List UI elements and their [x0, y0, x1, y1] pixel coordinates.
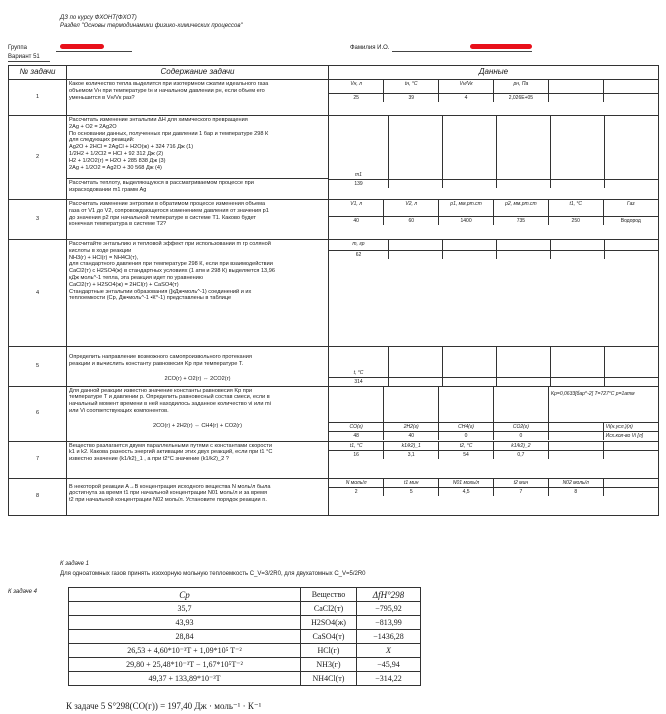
data-value: 3,1 [384, 451, 439, 460]
col-content-header: Содержание задачи [67, 66, 329, 80]
text-line: или Vi соответствующих компонентов. [69, 407, 169, 414]
task-data [329, 386, 659, 441]
task4-header-row [69, 588, 421, 602]
text-line: начальный момент времени в ней находилось заданное количество vi или mi [69, 401, 271, 408]
task-number: 8 [9, 478, 67, 515]
empty-cell [442, 179, 496, 188]
empty-cell [442, 347, 496, 377]
enthalpy-value: X [357, 644, 421, 658]
text-line: 2Ag + O2 = 2Ag2O [69, 123, 117, 130]
text-line: 2Ag + 1/2O2 = Ag2O + 30 568 Дж (4) [69, 164, 162, 171]
empty-cell [389, 250, 443, 259]
cp-value: 49,37 + 133,89*10⁻³T [69, 672, 301, 686]
text-line: объемом Vн при температуре tн и начальном давлении pн, если объем его [69, 87, 265, 94]
enthalpy-value: −45,94 [357, 658, 421, 672]
text-line: для стандартного давления при температуре 298 К, если при взаимодействии [69, 261, 273, 268]
empty-cell [496, 250, 550, 259]
data-value: 0 [439, 432, 494, 441]
text-line: Вещество разлагается двумя параллельными путями с константами скорости [69, 442, 272, 449]
data-header [548, 80, 603, 93]
data-header: p1, мм.рт.ст [439, 200, 494, 216]
task-row-7 [9, 441, 659, 478]
text-line: достигнута за время t1 при начальной концентрации N01 моль/л и за время [69, 490, 268, 497]
empty-cell [442, 240, 496, 250]
name-underline [392, 51, 532, 52]
text-line: t2 при начальной концентрации N02 моль/л. Установите порядок реакции n. [69, 497, 267, 504]
data-value: 16 [329, 451, 384, 460]
group-underline [56, 51, 132, 52]
substance: CaCl2(т) [301, 602, 357, 616]
text-line: кДж моль^-1 тепла, эта реакция идет по уравнению [69, 274, 204, 281]
empty-cell [442, 377, 496, 386]
data-value [603, 488, 658, 497]
task-number: 6 [9, 386, 67, 441]
name-label: Фамилия И.О. [350, 45, 390, 51]
col-substance: Вещество [301, 588, 357, 602]
data-value: 5 [384, 488, 439, 497]
data-value: 60 [384, 216, 439, 225]
text-line: Рассчитать теплоту, выделяющуюся в рассматриваемом процессе при [69, 180, 254, 186]
text-line: температуре T и давлении p. Определить равновесный состав смеси, если в [69, 394, 270, 401]
data-value [603, 451, 658, 460]
task-text [67, 347, 329, 387]
data-value: 1400 [439, 216, 494, 225]
enthalpy-value: −314,22 [357, 672, 421, 686]
text-line: NH3(г) + HCl(г) = NH4Cl(т), [69, 254, 139, 261]
task-text [67, 478, 329, 515]
text-line: Рассчитать изменение энтальпии ΔH для химического превращения [69, 117, 248, 123]
task-data [329, 240, 659, 347]
substance: CaSO4(т) [301, 630, 357, 644]
table-row [69, 630, 421, 644]
data-header: Vi(н.усл.)(л) [603, 423, 658, 432]
col-enthalpy: ΔfH°298 [357, 588, 421, 602]
data-header: t1, °С [548, 200, 603, 216]
data-value: Исх.кол-во Vi [л] [603, 432, 658, 441]
task-text [67, 200, 329, 240]
data-header: V2, л [384, 200, 439, 216]
task-number: 7 [9, 441, 67, 478]
data-grid [329, 442, 658, 460]
empty-cell [496, 179, 550, 188]
cp-value: 35,7 [69, 602, 301, 616]
enthalpy-value: −813,99 [357, 616, 421, 630]
data-header [548, 442, 603, 451]
text-line: известно значение (k1/k2)_1 , а при t2°С значение (k1/k2)_2 ? [69, 456, 229, 463]
text-line: Для данной реакции известно значение константы равновесия Kp при [69, 387, 253, 394]
data-value [548, 93, 603, 102]
task-number: 2 [9, 116, 67, 200]
task-text [67, 386, 329, 441]
data-value [603, 93, 658, 102]
data-header: p2, мм.рт.ст [493, 200, 548, 216]
data-value: 735 [493, 216, 548, 225]
task-row-1 [9, 80, 659, 116]
data-header: Газ [603, 200, 658, 216]
data-value: 2 [329, 488, 384, 497]
substance: NH3(г) [301, 658, 357, 672]
text-line: израсходовании m1 грамм Ag [69, 186, 147, 193]
text-line: Рассчитать изменение энтропии в обратимом процессе изменения объема [69, 201, 266, 207]
data-header: V1, л [329, 200, 384, 216]
task-data [329, 478, 659, 515]
empty-cell [604, 250, 658, 259]
data-header: pн, Па [493, 80, 548, 93]
task-row-3 [9, 200, 659, 240]
text-line: CaCl2(т) с H2SO4(ж) в стандартных условиях (1 атм и 298 К) выделяется 13,96 [69, 268, 275, 275]
task-row-5 [9, 347, 659, 387]
group-label: Группа [8, 45, 28, 51]
redacted-name [470, 44, 532, 49]
text-line: H2 + 1/2O2(г) = H2O + 285 838 Дж (3) [69, 157, 166, 164]
data-header: t1, °С [329, 442, 384, 451]
variant-underline [8, 61, 50, 62]
empty-cell [604, 240, 658, 250]
data-value: Водород [603, 216, 658, 225]
empty-cell [550, 347, 604, 377]
data-header: CO(г) [329, 423, 384, 432]
data-value: 8 [548, 488, 603, 497]
data-value [548, 432, 603, 441]
empty-cell [389, 116, 443, 179]
task-number: 3 [9, 200, 67, 240]
data-value [548, 451, 603, 460]
data-header: k1/k2)_1 [384, 442, 439, 451]
data-header: m, гр [329, 240, 389, 250]
table-row [69, 644, 421, 658]
data-value: 4 [439, 93, 494, 102]
text-line: CaCl2(т) + H2SO4(ж) = 2HCl(г) + CaSO4(т) [69, 281, 179, 288]
empty-cell [384, 387, 439, 423]
data-header: t2, °С [439, 442, 494, 451]
cp-value: 26,53 + 4,60*10⁻³T + 1,09*10⁵ T⁻² [69, 644, 301, 658]
table-row [69, 672, 421, 686]
empty-cell [604, 347, 658, 377]
empty-cell [550, 116, 604, 179]
data-header: tн, °С [384, 80, 439, 93]
empty-cell [389, 240, 443, 250]
col-heat-capacity: Cp [69, 588, 301, 602]
data-value: 40 [329, 216, 384, 225]
task-text [67, 116, 329, 200]
data-header: t, °С [329, 347, 389, 377]
data-header [548, 423, 603, 432]
empty-cell [442, 250, 496, 259]
empty-cell [496, 116, 550, 179]
text-line: По основании данных, полученных при давлении 1 бар и температуре 298 К [69, 130, 269, 137]
empty-cell [550, 250, 604, 259]
substance: H2SO4(ж) [301, 616, 357, 630]
empty-cell [550, 240, 604, 250]
equilibrium-note: Kp=0,0633[бар^-2] T=727°C p=1атм [548, 387, 658, 423]
data-value: 139 [329, 179, 389, 188]
text-line: Какое количество тепла выделится при изотермном сжатии идеального газа [69, 81, 269, 87]
substance: HCl(г) [301, 644, 357, 658]
task-number: 1 [9, 80, 67, 116]
reaction-equation: 2CO(г) + O2(г) ⇔ 2CO2(г) [164, 375, 231, 382]
text-line: газа от V1 до V2, сопровождающегося изменением давления от значения p1 [69, 207, 269, 214]
data-value: 314 [329, 377, 389, 386]
data-header: Vн/Vк [439, 80, 494, 93]
task-text [67, 441, 329, 478]
empty-cell [442, 116, 496, 179]
empty-cell [496, 347, 550, 377]
text-line: 1/2H2 + 1/2Cl2 = HCl + 92 312 Дж (2) [69, 150, 164, 157]
text-line: до значения p2 при начальной температуре в системе T1. Каково будет [69, 214, 256, 221]
empty-cell [604, 179, 658, 188]
enthalpy-value: −795,92 [357, 602, 421, 616]
cp-value: 43,93 [69, 616, 301, 630]
text-line: Определить направление возможного самопроизвольного протекания [69, 354, 252, 360]
data-header: t2 мин [493, 479, 548, 488]
empty-cell [496, 240, 550, 250]
data-header: k1/k2)_2 [493, 442, 548, 451]
data-grid [329, 347, 658, 386]
task5-note: К задаче 5 S°298(CO(г)) = 197,40 Дж · моль⁻¹ · К⁻¹ [66, 701, 262, 711]
table-row [69, 616, 421, 630]
task-text [67, 240, 329, 347]
text-line: теплоемкости (Cp, Дж•моль^-1 •К^-1) представлены в таблице [69, 295, 232, 302]
data-value: 4,5 [439, 488, 494, 497]
text-line: k1 и k2. Какова разность энергий активации этих двух реакций, если при t1 °С [69, 449, 273, 456]
enthalpy-value: −1436,28 [357, 630, 421, 644]
task4-label: К задаче 4 [8, 589, 37, 595]
text-line: реакции и вычислить константу равновесия Kp при температуре T. [69, 360, 244, 367]
redacted-group [60, 44, 104, 49]
substance: NH4Cl(т) [301, 672, 357, 686]
data-value: 39 [384, 93, 439, 102]
task1-note-label: К задаче 1 [60, 561, 89, 567]
task-number: 5 [9, 347, 67, 387]
data-grid [329, 80, 658, 102]
data-header [603, 442, 658, 451]
text-line: В некоторой реакции A→B концентрация исходного вещества N моль/л была [69, 483, 271, 490]
text-line: Рассчитайте энтальпию и тепловой эффект при использовании m гр соляной [69, 241, 271, 247]
data-header: Vн, л [329, 80, 384, 93]
empty-cell [550, 179, 604, 188]
data-value: 25 [329, 93, 384, 102]
data-value: 250 [548, 216, 603, 225]
task-text [67, 80, 329, 116]
data-header [603, 80, 658, 93]
data-grid [329, 200, 658, 225]
task-data [329, 347, 659, 387]
empty-cell [389, 377, 443, 386]
task-row-8 [9, 478, 659, 515]
data-grid [329, 387, 658, 441]
section-title: Раздел "Основы термодинамики физико-химических процессов" [60, 23, 243, 29]
col-data-header: Данные [329, 66, 659, 80]
text-line: кислоты в ходе реакции [69, 247, 132, 254]
data-value: 48 [329, 432, 384, 441]
table-row [69, 602, 421, 616]
text-line: для следующих реакций: [69, 137, 135, 144]
empty-cell [496, 377, 550, 386]
empty-cell [493, 387, 548, 423]
course-title: ДЗ по курсу ФХОНТ(ФХОТ) [60, 15, 137, 21]
task-row-6 [9, 386, 659, 441]
data-header [603, 479, 658, 488]
empty-cell [604, 377, 658, 386]
data-header: N моль/л [329, 479, 384, 488]
empty-cell [329, 387, 384, 423]
empty-cell [389, 179, 443, 188]
task-part-1 [67, 116, 328, 179]
text-line: Ag2O + 2HCl = 2AgCl + H2O(ж) + 324 716 Дж (1) [69, 144, 194, 151]
data-value: 0 [493, 432, 548, 441]
empty-cell [604, 116, 658, 179]
empty-cell [389, 347, 443, 377]
text-line: Стандартные энтальпии образования ([кДж•моль^-1) соединений и их [69, 288, 252, 295]
data-grid [329, 116, 658, 188]
data-header: CO2(г) [493, 423, 548, 432]
empty-cell [439, 387, 494, 423]
data-header: N01 моль/л [439, 479, 494, 488]
task-row-2 [9, 116, 659, 200]
data-value: 7 [493, 488, 548, 497]
reaction-equation: 2CO(г) + 2H2(г) ⇔ CH4(г) + CO2(г) [153, 422, 242, 429]
empty-cell [550, 377, 604, 386]
data-grid [329, 240, 658, 259]
task-row-4 [9, 240, 659, 347]
table-header-row [9, 66, 659, 80]
table-row [69, 658, 421, 672]
task-number: 4 [9, 240, 67, 347]
data-header: CH4(г) [439, 423, 494, 432]
task-data [329, 80, 659, 116]
data-value: 54 [439, 451, 494, 460]
data-value: 2,026E+05 [493, 93, 548, 102]
task4-reference-table [68, 587, 421, 686]
data-header: N02 моль/л [548, 479, 603, 488]
data-value: 40 [384, 432, 439, 441]
data-grid [329, 479, 658, 497]
task1-note-body: Для одноатомных газов принять изохорную мольную теплоемкость C_V=3/2R0, для двухатомных C_V=5/2R0 [60, 571, 366, 577]
data-header: 2H2(г) [384, 423, 439, 432]
cp-value: 28,84 [69, 630, 301, 644]
variant-label: Вариант 51 [8, 54, 40, 60]
task-data [329, 200, 659, 240]
cp-value: 29,80 + 25,48*10⁻³T − 1,67*10⁵T⁻² [69, 658, 301, 672]
text-line: уменьшится в Vн/Vк раз? [69, 94, 135, 101]
data-header: t1 мин [384, 479, 439, 488]
data-value: 62 [329, 250, 389, 259]
tasks-table [8, 65, 659, 516]
task-data [329, 116, 659, 200]
task1-note-text [60, 571, 366, 577]
data-value: 0,7 [493, 451, 548, 460]
task-data [329, 441, 659, 478]
task-part-2 [67, 179, 328, 195]
text-line: конечная температура в системе T2? [69, 221, 167, 228]
data-header: m1 [329, 116, 389, 179]
col-task-header: № задачи [9, 66, 67, 80]
